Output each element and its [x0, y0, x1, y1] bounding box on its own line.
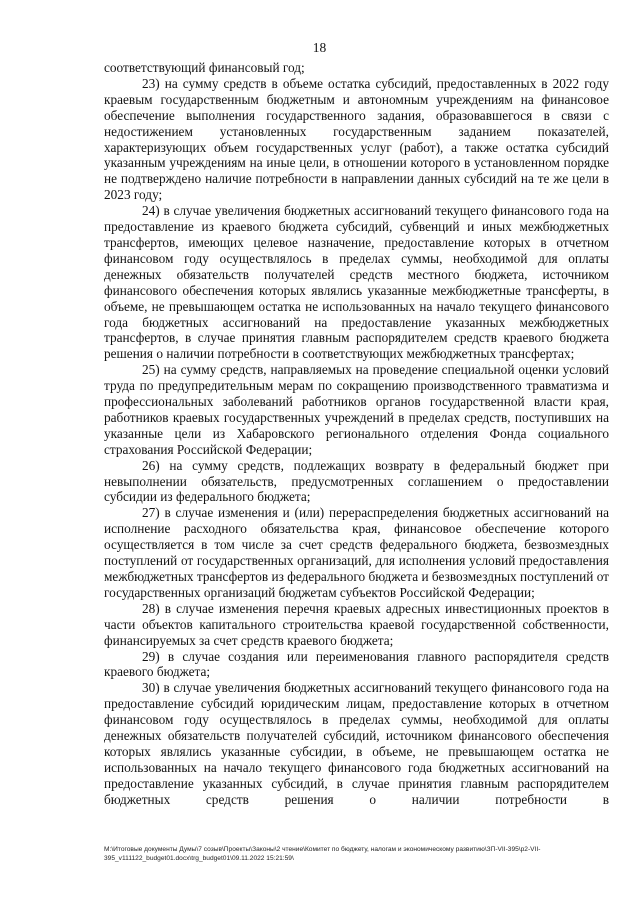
file-path-footer: M:\Итоговые документы Думы\7 созыв\Проекты\Законы\2 чтение\Комитет по бюджету, налогам и экономическому развитию\ЗП-VII-395\p2-VII-395_v111122_budget01.docx\trg_budget01\09.11.2022 15:21:59\ — [104, 846, 541, 862]
paragraph-item-29: 29) в случае создания или переименования главного распорядителя средств краевого бюджета; — [104, 648, 609, 680]
paragraph-item-28: 28) в случае изменения перечня краевых адресных инвестиционных проектов в части объектов капитального строительства краевой государственной собственности, финансируемых за счет средств краевого бюджета; — [104, 600, 609, 648]
paragraph-item-25: 25) на сумму средств, направляемых на проведение специальной оценки условий труда по предупредительным мерам по сокращению производственного травматизма и профессиональных заболеваний работников органов государственной власти края, работников краевых государственных учреждений в пределах средств, поступивших на указанные цели из Хабаровского регионального отделения Фонда социального страхования Российской Федерации; — [104, 362, 609, 457]
document-body — [104, 60, 609, 808]
paragraph-item-30: 30) в случае увеличения бюджетных ассигнований текущего финансового года на предоставление субсидий юридическим лицам, предоставление которых в отчетном финансовом году осуществлялось в пределах суммы, необходимой для оплаты денежных обязательств получателей субсидий, источником финансового обеспечения которых являлись указанные субсидии, в объеме, не превышающем остатка не использованных на начало текущего финансового года бюджетных ассигнований на предоставление указанных субсидий, в случае принятия главным распорядителем бюджетных средств решения о наличии потребности в — [104, 680, 609, 807]
paragraph-continuation: соответствующий финансовый год; — [104, 60, 305, 75]
paragraph-item-23: 23) на сумму средств в объеме остатка субсидий, предоставленных в 2022 году краевым государственным бюджетным и автономным учреждениям на финансовое обеспечение выполнения государственного задания, образовавшегося в связи с недостижением установленных государственным заданием показателей, характеризующих объем государственных услуг (работ), а также остатка субсидий указанным учреждениям на иные цели, в отношении которого в установленном порядке не подтверждено наличие потребности в направлении данных субсидий на те же цели в 2023 году; — [104, 75, 609, 203]
paragraph-item-26: 26) на сумму средств, подлежащих возврату в федеральный бюджет при невыполнении обязательств, предусмотренных соглашением о предоставлении субсидии из федерального бюджета; — [104, 457, 609, 505]
paragraph-item-27: 27) в случае изменения и (или) перераспределения бюджетных ассигнований на исполнение расходного обязательства края, финансовое обеспечение которого осуществляется в том числе за счет средств федерального бюджета, безвозмездных поступлений от государственных организаций, для исполнения условий предоставления межбюджетных трансфертов из федерального бюджета и безвозмездных поступлений от государственных организаций бюджетам субъектов Российской Федерации; — [104, 505, 609, 600]
paragraph-item-24: 24) в случае увеличения бюджетных ассигнований текущего финансового года на предоставление из краевого бюджета субсидий, субвенций и иных межбюджетных трансфертов, имеющих целевое назначение, предоставление которых в отчетном финансовом году осуществлялось в пределах суммы, необходимой для оплаты денежных обязательств получателей средств местного бюджета, источником финансового обеспечения которых являлись указанные межбюджетные трансферты, в объеме, не превышающем остатка не использованных на начало текущего финансового года бюджетных ассигнований на предоставление указанных межбюджетных трансфертов, в случае принятия главным распорядителем средств краевого бюджета решения о наличии потребности в соответствующих межбюджетных трансфертах; — [104, 203, 609, 362]
page-number: 18 — [312, 40, 327, 55]
